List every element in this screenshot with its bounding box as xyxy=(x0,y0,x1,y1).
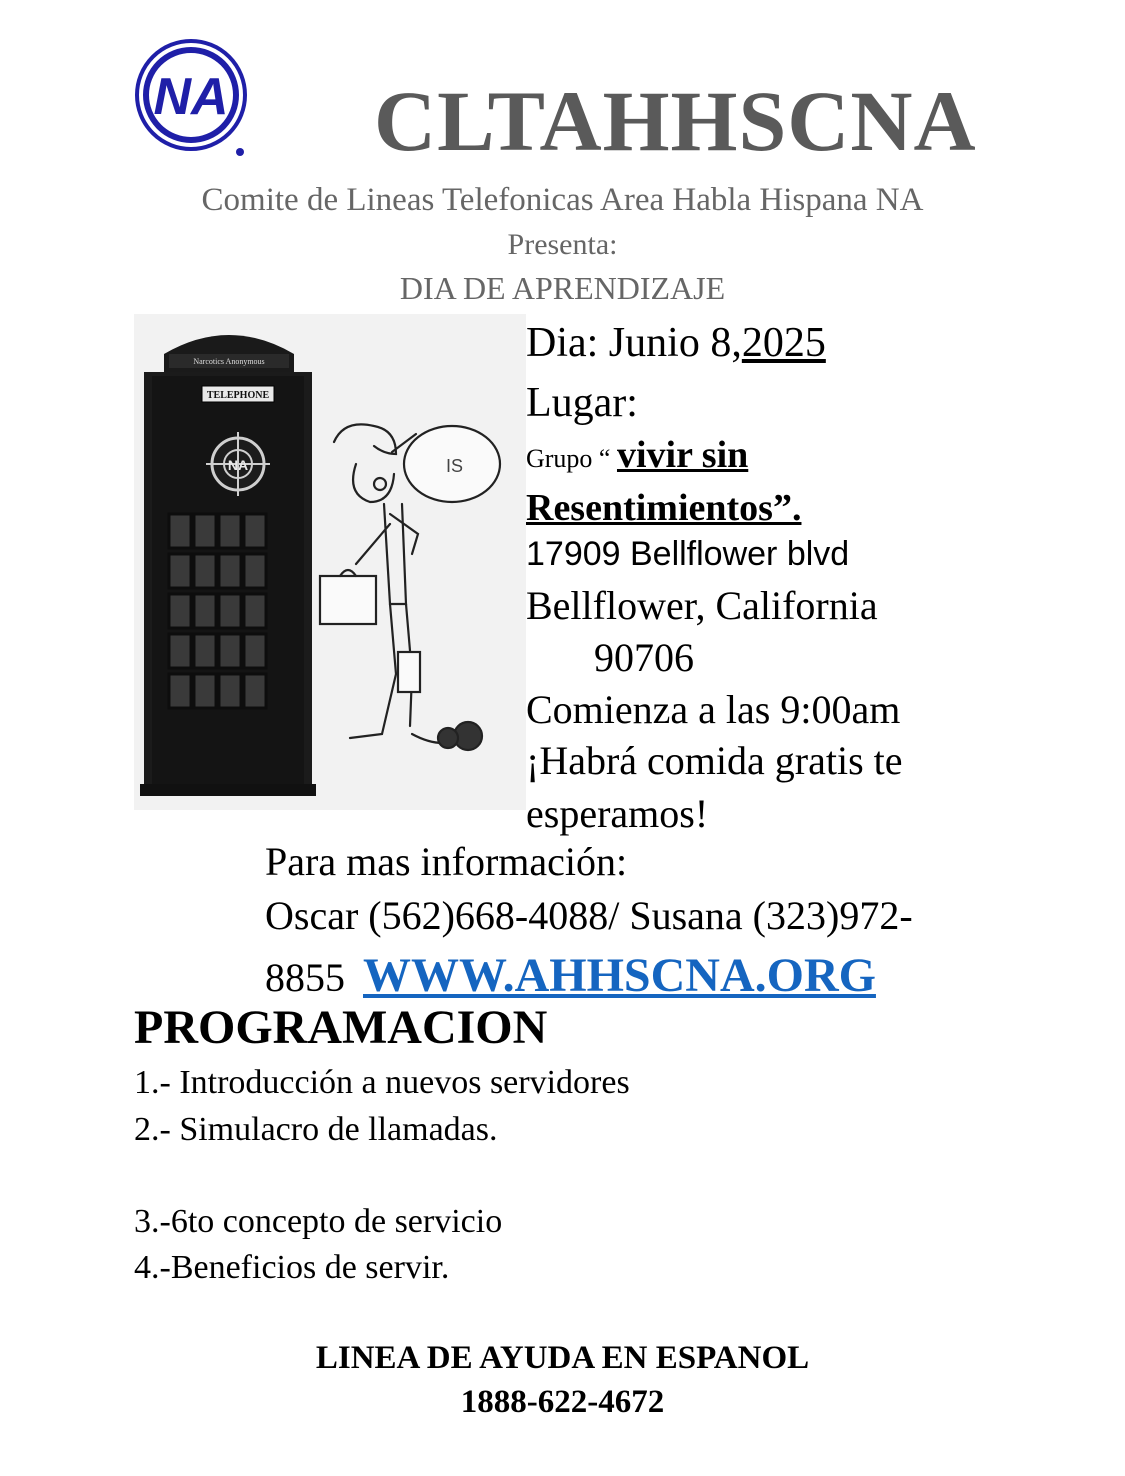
program-item: 2.- Simulacro de llamadas. xyxy=(134,1111,498,1148)
food-note-line2: esperamos! xyxy=(526,791,709,836)
booth-header-text: Narcotics Anonymous xyxy=(193,357,265,366)
presents-label: Presenta: xyxy=(507,228,618,261)
group-name-part2: Resentimientos”. xyxy=(526,487,802,529)
group-name-part1: vivir sin xyxy=(616,434,749,476)
website-link[interactable]: WWW.AHHSCNA.ORG xyxy=(363,949,876,1002)
logo-text: NA xyxy=(153,68,229,126)
zip-code: 90706 xyxy=(594,635,694,680)
event-date xyxy=(526,322,826,364)
page-title: CLTAHHSCNA xyxy=(374,73,977,169)
helpline-number: 1888-622-4672 xyxy=(460,1384,665,1420)
phone-booth-illustration xyxy=(134,314,526,810)
bag-mark-text: IS xyxy=(446,456,464,476)
booth-emblem-text: NA xyxy=(227,457,249,473)
city-state: Bellflower, California xyxy=(526,583,878,628)
booth-sign-text: TELEPHONE xyxy=(206,390,270,401)
committee-name: Comite de Lineas Telefonicas Area Habla Hispana NA xyxy=(201,182,924,218)
program-item: 4.-Beneficios de servir. xyxy=(134,1249,450,1286)
program-title: PROGRAMACION xyxy=(134,1001,548,1054)
program-item: 3.-6to concepto de servicio xyxy=(134,1203,503,1240)
na-logo xyxy=(134,38,252,160)
group-prefix: Grupo “ xyxy=(526,444,617,473)
date-prefix: Dia: Junio 8, xyxy=(526,320,742,366)
start-time: Comienza a las 9:00am xyxy=(526,687,901,732)
contact-label: Para mas información: xyxy=(265,839,628,884)
contact-phones-line1: Oscar (562)668-4088/ Susana (323)972- xyxy=(265,893,913,938)
contact-phones-line2 xyxy=(265,949,876,1002)
street-address: 17909 Bellflower blvd xyxy=(526,535,850,573)
program-item: 1.- Introducción a nuevos servidores xyxy=(134,1064,630,1101)
helpline-label: LINEA DE AYUDA EN ESPANOL xyxy=(315,1340,810,1376)
group-line xyxy=(526,436,748,474)
food-note-line1: ¡Habrá comida gratis te xyxy=(526,738,903,783)
date-year: 2025 xyxy=(741,320,826,366)
event-name: DIA DE APRENDIZAJE xyxy=(399,270,726,306)
contact-phone-tail: 8855 xyxy=(265,955,345,1000)
place-label: Lugar: xyxy=(526,380,638,426)
